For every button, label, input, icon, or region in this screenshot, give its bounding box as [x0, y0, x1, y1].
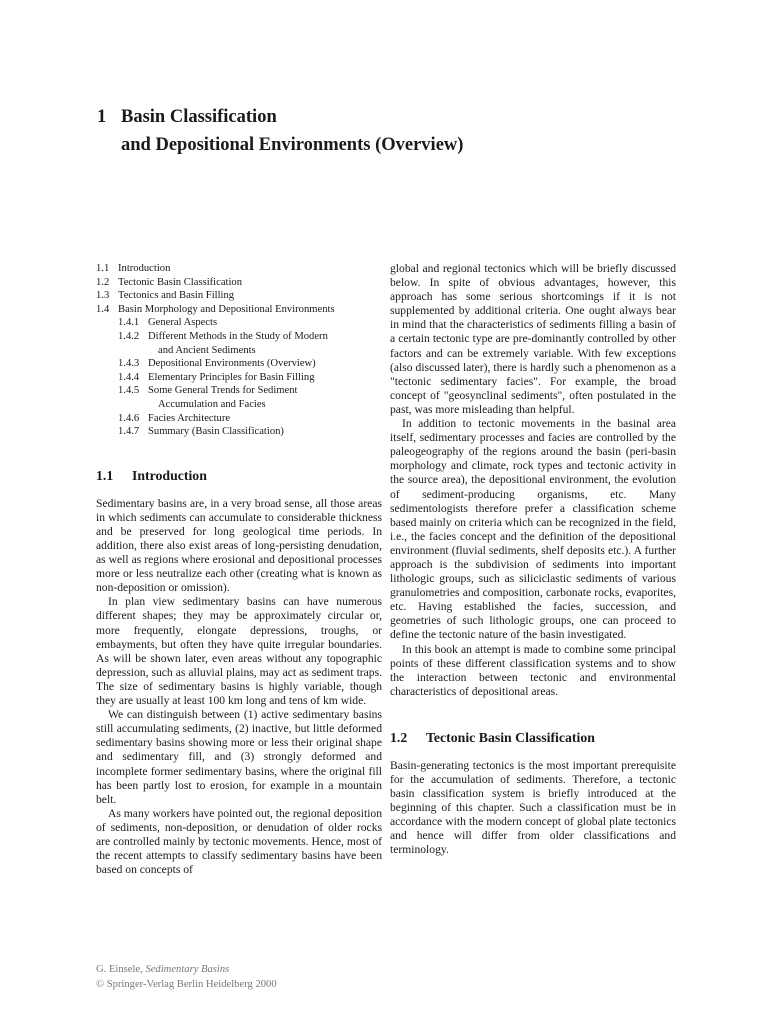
toc-item-continuation: and Ancient Sediments: [158, 344, 256, 356]
toc-item[interactable]: 1.4.4 Elementary Principles for Basin Filling: [118, 371, 315, 383]
chapter-toc: [96, 262, 382, 439]
chapter-number: 1: [97, 107, 107, 127]
toc-item[interactable]: 1.2 Tectonic Basin Classification: [96, 276, 243, 288]
paragraph: Sedimentary basins are, in a very broad sense, all those areas in which sediments can accumulate to considerable thickness and be preserved for long geological time periods. In addition, there also exist areas of long-persisting denudation, as well as regions where erosional and depositional processes more or less neutralize each other (creating what is known as non-deposition or omission).: [96, 496, 382, 595]
right-column: [390, 262, 676, 858]
chapter-title: [97, 103, 463, 159]
toc-item[interactable]: 1.3 Tectonics and Basin Filling: [96, 290, 235, 302]
paragraph: In addition to tectonic movements in the basinal area itself, sedimentary processes and facies are controlled by the paleogeography of the regions around the basin (peri-basin morphology and climate, rock types and tectonic activity in the source area), the depositional environment, the evolution of sediment-producing organisms, etc. Many sedimentologists therefore prefer a classification scheme based mainly on criteria which can be recognized in the field, i.e., the facies concept and the definition of the depositional environment (fluvial sediments, shelf deposits etc.). A further approach is the subdivision of sediments into important lithologic groups, such as siliciclastic sediments of various granulometries and composition, carbonate rocks, evaporites, etc. Having established the facies, succession, and geometries of such lithologic groups, one can proceed to define the tectonic nature of the basin investigated.: [390, 417, 676, 642]
toc-item[interactable]: 1.4.1 General Aspects: [118, 317, 218, 329]
page-footer: [96, 962, 277, 992]
footer-author: G. Einsele,: [96, 964, 143, 975]
paragraph: We can distinguish between (1) active sedimentary basins still accumulating sediments, (2) inactive, but little deformed sedimentary basins showing more or less their original shape and sedimentary fill, and (3) strongly deformed and incomplete former sedimentary basins, where the original fill has been partly lost to erosion, for example in a mountain belt.: [96, 708, 382, 806]
toc-item[interactable]: 1.1 Introduction: [96, 263, 171, 274]
chapter-title-line1: Basin Classification: [121, 107, 277, 127]
paragraph: In this book an attempt is made to combine some principal points of these different classification systems and to show the interaction between tectonic and environmental characteristics of depositional areas.: [390, 642, 676, 698]
footer-book-title: Sedimentary Basins: [145, 964, 230, 975]
toc-item[interactable]: 1.4.7 Summary (Basin Classification): [118, 426, 284, 438]
toc-item[interactable]: 1.4.2 Different Methods in the Study of Modern: [118, 330, 328, 342]
left-column: [96, 262, 382, 877]
footer-copyright: © Springer-Verlag Berlin Heidelberg 2000: [96, 979, 277, 990]
paragraph: In plan view sedimentary basins can have numerous different shapes; they may be approximately circular or, more frequently, elongate depressions, troughs, or embayments, but often they have quite irregular boundaries. As will be shown later, even areas without any topographic depression, such as alluvial plains, may act as sediment traps. The size of sedimentary basins is highly variable, though they are usually at least 100 km long and tens of km wide.: [96, 595, 382, 708]
toc-item[interactable]: 1.4.3 Depositional Environments (Overview): [118, 358, 316, 370]
section-heading-introduction: 1.1 Introduction: [96, 467, 207, 483]
paragraph: global and regional tectonics which will be briefly discussed below. In spite of obvious advantages, however, this approach has some serious shortcomings if it is not supplemented by additional criteria. One ought always bear in mind that the characteristics of sediments filling a basin of a certain tectonic type are pre-dominantly controlled by other factors and can be extremely variable. With few exceptions (also discussed later), there is hardly such a phenomenon as a "tectonic sedimentary facies". For example, the broad concept of "geosynclinal sediments", often postulated in the past, was more misleading than helpful.: [390, 262, 676, 416]
section-heading-tectonic-basin-classification: 1.2 Tectonic Basin Classification: [390, 729, 595, 745]
paragraph: As many workers have pointed out, the regional deposition of sediments, non-deposition, or denudation of older rocks are controlled mainly by tectonic movements. Hence, most of the recent attempts to classify sedimentary basins have been based on concepts of: [96, 806, 383, 877]
paragraph: Basin-generating tectonics is the most important prerequisite for the accumulation of sediments. Therefore, a tectonic basin classification system is briefly introduced at the beginning of this chapter. Such a classification must be in accordance with the modern concept of global plate tectonics and hence will differ from older classifications and terminology.: [390, 758, 676, 857]
toc-item[interactable]: 1.4.6 Facies Architecture: [118, 412, 231, 424]
chapter-title-line2: and Depositional Environments (Overview): [121, 135, 464, 155]
toc-item[interactable]: 1.4 Basin Morphology and Depositional Environments: [96, 303, 335, 315]
toc-item[interactable]: 1.4.5 Some General Trends for Sediment: [118, 385, 298, 397]
toc-item-continuation: Accumulation and Facies: [158, 398, 266, 410]
